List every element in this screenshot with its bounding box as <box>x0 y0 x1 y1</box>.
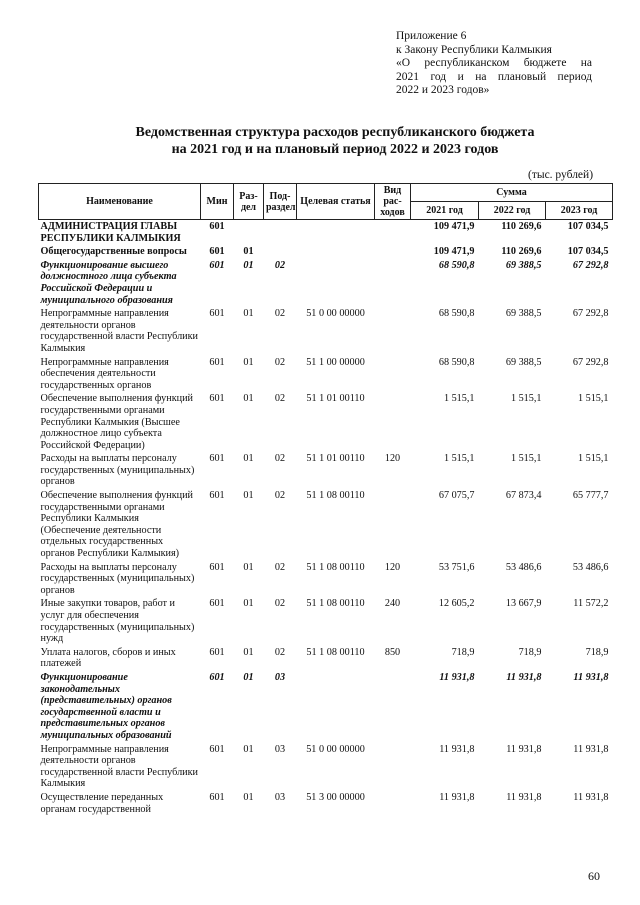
appendix-line: к Закону Республики Калмыкия <box>396 43 552 56</box>
row-2023: 67 292,8 <box>572 356 609 368</box>
row-razdel <box>234 220 264 246</box>
row-2022: 110 269,6 <box>501 221 542 232</box>
header-2021: 2021 год <box>411 202 479 220</box>
row-2021: 109 471,9 <box>433 221 475 232</box>
header-min: Мин <box>201 184 234 220</box>
row-podrazdel: 02 <box>274 646 286 658</box>
row-name: Непрограммные направления деятельности органов государственной власти Республики Калмыкия <box>40 743 199 790</box>
row-podrazdel: 02 <box>274 356 286 368</box>
appendix-line: 2021 год и на плановый период <box>396 70 592 83</box>
row-2023: 1 515,1 <box>577 393 609 405</box>
units-label: (тыс. рублей) <box>528 169 594 181</box>
row-razdel: 01 <box>243 356 254 368</box>
row-2023: 67 292,8 <box>572 259 609 271</box>
row-name: Осуществление переданных органам государственной <box>40 791 164 815</box>
table-row <box>39 259 613 307</box>
row-2023: 53 486,6 <box>572 561 609 573</box>
row-2023: 11 931,8 <box>573 671 609 683</box>
row-target: 51 1 08 00110 <box>306 490 365 502</box>
row-min: 601 <box>209 791 225 803</box>
budget-table <box>38 183 613 816</box>
row-podrazdel: 02 <box>274 308 286 320</box>
row-vid <box>375 259 411 307</box>
title-line-2: на 2021 год и на плановый период 2022 и 2023 годов <box>171 142 499 157</box>
row-podrazdel: 02 <box>274 259 286 271</box>
row-name: Функционирование высшего должностного лица субъекта Российской Федерации и муниципального образования <box>40 259 177 306</box>
row-2021: 109 471,9 <box>433 246 475 258</box>
row-target <box>297 245 375 259</box>
title-line-1: Ведомственная структура расходов республиканского бюджета <box>135 125 535 140</box>
row-name: АДМИНИСТРАЦИЯ ГЛАВЫ РЕСПУБЛИКИ КАЛМЫКИЯ <box>40 221 181 244</box>
header-2022: 2022 год <box>479 202 546 220</box>
table-row <box>39 220 613 246</box>
row-vid <box>375 489 411 561</box>
row-target <box>297 220 375 246</box>
row-name: Непрограммные направления обеспечения деятельности государственных органов <box>40 356 169 391</box>
row-min: 601 <box>209 453 225 465</box>
row-2021: 11 931,8 <box>439 743 475 755</box>
row-2021: 68 590,8 <box>438 308 475 320</box>
row-2022: 11 931,8 <box>506 671 542 683</box>
row-2021: 53 751,6 <box>438 561 475 573</box>
appendix-line: 2022 и 2023 годов» <box>396 84 490 96</box>
row-target: 51 1 08 00110 <box>306 598 365 610</box>
row-vid: 120 <box>384 561 401 573</box>
page-number: 60 <box>588 869 600 883</box>
table-row <box>39 646 613 671</box>
row-podrazdel: 02 <box>274 490 286 502</box>
row-2021: 68 590,8 <box>438 356 475 368</box>
row-podrazdel: 03 <box>274 671 286 683</box>
table-row <box>39 597 613 645</box>
row-vid <box>375 392 411 452</box>
row-target: 51 1 08 00110 <box>306 561 365 573</box>
row-podrazdel: 03 <box>274 791 286 803</box>
header-target: Целевая статья <box>297 184 375 220</box>
row-podrazdel <box>264 220 297 246</box>
row-razdel: 01 <box>243 259 254 271</box>
table-row <box>39 671 613 743</box>
row-2021: 11 931,8 <box>439 791 475 803</box>
header-vid: Вид рас-ходов <box>375 184 411 220</box>
row-name: Общегосударственные вопросы <box>40 246 187 258</box>
row-target: 51 1 00 00000 <box>306 356 365 368</box>
row-2022: 69 388,5 <box>505 259 542 271</box>
row-podrazdel: 03 <box>274 743 286 755</box>
row-2021: 1 515,1 <box>443 453 475 465</box>
table-row <box>39 245 613 259</box>
row-razdel: 01 <box>243 646 254 658</box>
header-podrazdel: Под-раздел <box>264 184 297 220</box>
row-name: Обеспечение выполнения функций государственными органами Республики Калмыкия (Обеспечение деятельности отдельных государственных органов Республики Калмыкия) <box>40 490 193 560</box>
row-podrazdel: 02 <box>274 393 286 405</box>
row-2023: 107 034,5 <box>567 221 609 232</box>
row-2023: 65 777,7 <box>572 490 609 502</box>
row-2023: 718,9 <box>585 646 609 658</box>
row-vid <box>375 245 411 259</box>
row-2023: 107 034,5 <box>567 246 609 258</box>
row-2021: 68 590,8 <box>438 259 475 271</box>
row-razdel: 01 <box>243 490 254 502</box>
row-vid <box>375 671 411 743</box>
table-row <box>39 356 613 393</box>
row-2023: 11 931,8 <box>573 791 609 803</box>
row-name: Расходы на выплаты персоналу государственных (муниципальных) органов <box>40 561 195 596</box>
row-2023: 67 292,8 <box>572 308 609 320</box>
row-2021: 67 075,7 <box>438 490 475 502</box>
row-razdel: 01 <box>243 393 254 405</box>
row-2021: 11 931,8 <box>439 671 475 683</box>
row-2022: 1 515,1 <box>510 453 542 465</box>
header-2023: 2023 год <box>546 202 613 220</box>
header-sum: Сумма <box>411 184 613 202</box>
table-row <box>39 489 613 561</box>
row-vid <box>375 307 411 355</box>
row-razdel: 01 <box>243 453 254 465</box>
row-vid: 120 <box>384 453 401 465</box>
row-razdel: 01 <box>243 671 254 683</box>
row-target: 51 0 00 00000 <box>306 743 365 755</box>
row-min: 601 <box>209 743 225 755</box>
row-2022: 69 388,5 <box>505 356 542 368</box>
row-vid: 850 <box>384 646 401 658</box>
header-razdel: Раз-дел <box>234 184 264 220</box>
appendix-line: Приложение 6 <box>396 30 467 42</box>
row-vid: 240 <box>384 598 401 610</box>
row-name: Обеспечение выполнения функций государственными органами Республики Калмыкия (Высшее должностное лицо субъекта Российской Федерации) <box>40 393 193 451</box>
row-podrazdel: 02 <box>274 453 286 465</box>
row-vid <box>375 743 411 791</box>
row-razdel: 01 <box>243 561 254 573</box>
row-name: Расходы на выплаты персоналу государственных (муниципальных) органов <box>40 453 195 488</box>
table-row <box>39 791 613 816</box>
table-row <box>39 743 613 791</box>
row-razdel: 01 <box>243 791 254 803</box>
row-vid <box>375 356 411 393</box>
row-target: 51 1 01 00110 <box>306 393 365 405</box>
row-name: Уплата налогов, сборов и иных платежей <box>40 646 176 670</box>
row-2022: 69 388,5 <box>505 308 542 320</box>
row-name: Непрограммные направления деятельности органов государственной власти Республики Калмыкия <box>40 308 199 354</box>
row-min: 601 <box>209 246 225 258</box>
row-razdel: 01 <box>243 743 254 755</box>
row-razdel: 01 <box>243 308 254 320</box>
header-name: Наименование <box>39 184 201 220</box>
row-2023: 11 931,8 <box>573 743 609 755</box>
table-row <box>39 307 613 355</box>
row-2022: 13 667,9 <box>505 598 542 610</box>
row-2022: 53 486,6 <box>505 561 542 573</box>
row-2022: 718,9 <box>518 646 542 658</box>
document-title <box>40 124 630 158</box>
row-min: 601 <box>209 671 225 683</box>
appendix-note <box>396 30 592 98</box>
row-vid <box>375 220 411 246</box>
appendix-line: «О республиканском бюджете на <box>396 57 592 69</box>
row-min: 601 <box>209 221 225 232</box>
row-2023: 1 515,1 <box>577 453 609 465</box>
row-min: 601 <box>209 598 225 610</box>
row-min: 601 <box>209 259 225 271</box>
row-target: 51 3 00 00000 <box>306 791 365 803</box>
row-target: 51 1 08 00110 <box>306 646 365 658</box>
row-podrazdel <box>264 245 297 259</box>
row-2022: 67 873,4 <box>505 490 542 502</box>
row-2021: 718,9 <box>451 646 475 658</box>
row-min: 601 <box>209 646 225 658</box>
row-target: 51 1 01 00110 <box>306 453 365 465</box>
table-row <box>39 452 613 489</box>
row-min: 601 <box>209 393 225 405</box>
row-2022: 1 515,1 <box>510 393 542 405</box>
row-min: 601 <box>209 308 225 320</box>
row-min: 601 <box>209 490 225 502</box>
row-2021: 1 515,1 <box>443 393 475 405</box>
row-2022: 11 931,8 <box>506 791 542 803</box>
row-target <box>297 259 375 307</box>
row-name: Функционирование законодательных (представительных) органов государственной власти и представительных органов муниципальных образований <box>40 671 172 741</box>
row-razdel: 01 <box>243 598 254 610</box>
row-podrazdel: 02 <box>274 561 286 573</box>
table-row <box>39 561 613 598</box>
row-2022: 11 931,8 <box>506 743 542 755</box>
row-2023: 11 572,2 <box>573 598 609 610</box>
row-target: 51 0 00 00000 <box>306 308 365 320</box>
row-2022: 110 269,6 <box>501 246 542 258</box>
row-min: 601 <box>209 356 225 368</box>
row-2021: 12 605,2 <box>438 598 475 610</box>
row-razdel: 01 <box>243 246 254 258</box>
row-podrazdel: 02 <box>274 598 286 610</box>
row-min: 601 <box>209 561 225 573</box>
row-name: Иные закупки товаров, работ и услуг для обеспечения государственных (муниципальных) нужд <box>40 598 195 645</box>
row-target <box>297 671 375 743</box>
table-row <box>39 392 613 452</box>
row-vid <box>375 791 411 816</box>
